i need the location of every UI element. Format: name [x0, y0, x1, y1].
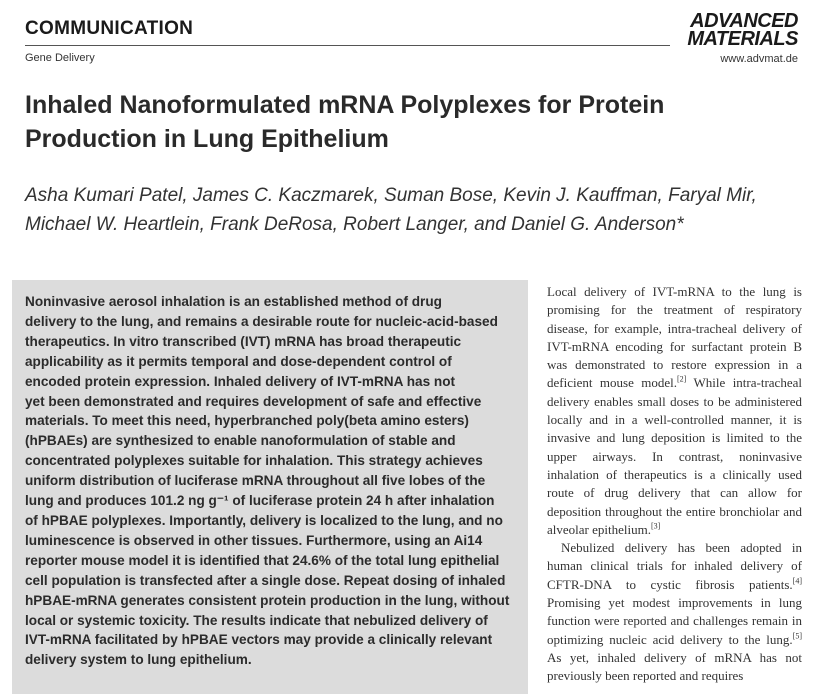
abstract-line: encoded protein expression. Inhaled delivery of IVT-mRNA has not: [25, 373, 456, 389]
body-text: While intra-tracheal delivery enables small doses to be administered locally and in a well-controlled manner, it is invasive and lung deposition is limited to the upper airways. In contrast, noninvasive inhalation of therapeutics is a clinically used route of drug delivery that can allow for deposition throughout the entire bronchiolar and alveolar epithelium.: [547, 375, 802, 537]
subject-label: Gene Delivery: [25, 52, 95, 64]
author-line: Asha Kumari Patel, James C. Kaczmarek, Suman Bose, Kevin J. Kauffman, Faryal Mir,: [25, 185, 757, 206]
abstract-line: uniform distribution of luciferase mRNA throughout all five lobes of the: [25, 473, 486, 489]
citation-ref[interactable]: [4]: [792, 576, 802, 586]
body-text: Promising yet modest improvements in lung function were reported and challenges remain in optimizing nucleic acid delivery to the lung.: [547, 595, 802, 647]
journal-url: www.advmat.de: [720, 53, 798, 65]
body-text: Nebulized delivery has been adopted in human clinical trials for inhaled delivery of CFTR-DNA to cystic fibrosis patients.: [547, 540, 802, 592]
body-text: As yet, inhaled delivery of mRNA has not previously been reported and requires: [547, 649, 802, 684]
title-line: Production in Lung Epithelium: [25, 125, 389, 153]
abstract-line: cell population is transfected after a single dose. Repeat dosing of inhaled: [25, 572, 506, 588]
abstract-line: IVT-mRNA facilitated by hPBAE vectors may provide a clinically relevant: [25, 632, 493, 648]
body-paragraph: [547, 539, 802, 685]
abstract-line: hPBAE-mRNA generates consistent protein production in the lung, without: [25, 592, 510, 608]
abstract-line: delivery to the lung, and remains a desirable route for nucleic-acid-based: [25, 313, 498, 329]
body-paragraph: [547, 283, 802, 539]
abstract-line: therapeutics. In vitro transcribed (IVT) mRNA has broad therapeutic: [25, 333, 462, 349]
abstract-line: luminescence is observed in other tissues. Furthermore, using an Ai14: [25, 532, 483, 548]
abstract-line: local or systemic toxicity. The results indicate that nebulized delivery of: [25, 612, 488, 628]
author-line: Michael W. Heartlein, Frank DeRosa, Robert Langer, and Daniel G. Anderson*: [25, 214, 684, 235]
section-label: COMMUNICATION: [25, 18, 194, 39]
body-text: Local delivery of IVT-mRNA to the lung is promising for the treatment of respiratory disease, for example, intra-tracheal delivery of IVT-mRNA encoding for surfactant protein B was demonstrated to restore expression in a deficient mouse model.: [547, 284, 802, 391]
citation-ref[interactable]: [5]: [792, 631, 802, 641]
journal-logo-line1: ADVANCED: [690, 10, 798, 32]
header-rule: [25, 45, 670, 46]
abstract-line: yet been demonstrated and requires development of safe and effective: [25, 393, 482, 409]
abstract-line: of hPBAE polyplexes. Importantly, delivery is localized to the lung, and no: [25, 512, 503, 528]
abstract-line: concentrated polyplexes suitable for inhalation. This strategy achieves: [25, 453, 483, 469]
citation-ref[interactable]: [3]: [650, 521, 661, 531]
article-title: [25, 88, 795, 156]
abstract-line: materials. To meet this need, hyperbranched poly(beta amino esters): [25, 413, 469, 429]
journal-logo-line2: MATERIALS: [687, 28, 798, 50]
author-list: [25, 181, 805, 239]
abstract-line: reporter mouse model it is identified that 24.6% of the total lung epithelial: [25, 552, 500, 568]
abstract-text: [25, 292, 521, 670]
title-line: Inhaled Nanoformulated mRNA Polyplexes for Protein: [25, 91, 665, 119]
abstract-line: (hPBAEs) are synthesized to enable nanoformulation of stable and: [25, 433, 456, 449]
journal-logo: [687, 12, 798, 48]
abstract-line: Noninvasive aerosol inhalation is an established method of drug: [25, 294, 442, 309]
abstract-line: applicability as it permits temporal and dose-dependent control of: [25, 353, 452, 369]
abstract-line: lung and produces 101.2 ng g⁻¹ of luciferase protein 24 h after inhalation: [25, 493, 495, 509]
body-column: [547, 283, 802, 686]
abstract-line: delivery system to lung epithelium.: [25, 652, 252, 668]
citation-ref[interactable]: [2]: [677, 375, 687, 385]
